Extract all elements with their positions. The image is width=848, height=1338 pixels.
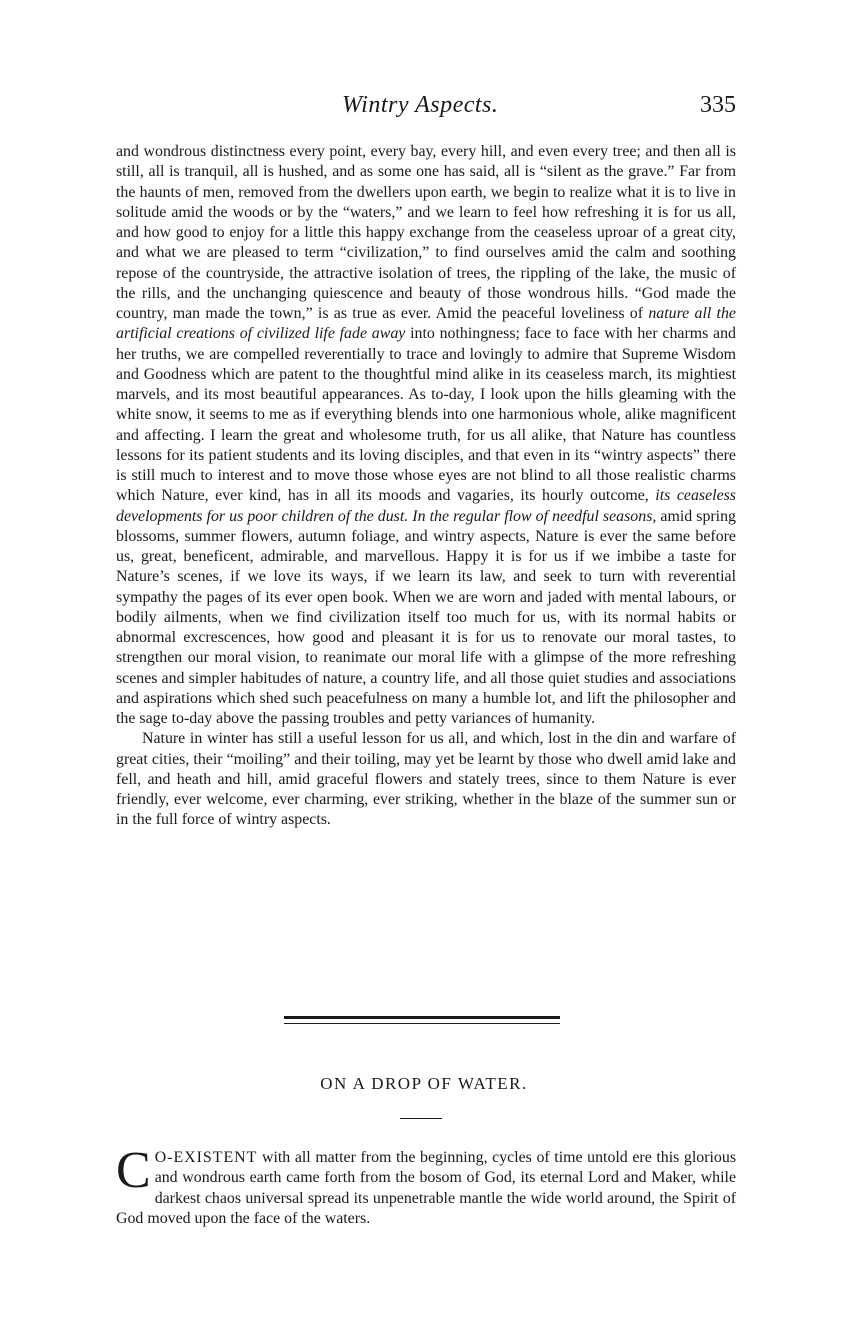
first-word: O-EXISTENT	[154, 1149, 258, 1166]
drop-cap: C	[116, 1142, 151, 1199]
section-divider	[284, 1016, 560, 1024]
title-underline	[400, 1118, 442, 1119]
italic-run: its ceaseless developments for us poor children of the dust. In the regular flow of needful seasons,	[116, 487, 736, 525]
text-run: with all matter from the beginning, cycles of time untold ere this glorious and wondrous earth came forth from the bosom of God, its eternal Lord and Maker, while darkest chaos universal spread its unpenetrable mantle the wide world around, the Spirit of God moved upon the face of the waters.	[116, 1149, 736, 1227]
text-run: amid spring blossoms, summer flowers, autumn foliage, and wintry aspects, Nature is ever the same before us, great, beneficent, admirable, and marvellous. Happy it is for us if we imbibe a taste for Nature’s scenes, if we love its ways, if we learn its law, and seek to turn with reverential sympathy the pages of its ever open book. When we are worn and jaded with mental labours, or bodily ailments, when we find civilization itself too much for us, with its normal habits or abnormal excrescences, how good and pleasant it is for us to renovate our moral tastes, to strengthen our moral vision, to reanimate our moral life with a glimpse of the more refreshing scenes and simpler habitudes of nature, a country life, and all those quiet studies and associations and aspirations which shed such peacefulness on many a humble lot, and lift the philosopher and the sage to-day above the passing troubles and petty variances of humanity.	[116, 507, 736, 727]
article-body	[116, 142, 736, 831]
divider-thin-rule	[284, 1023, 560, 1024]
opening-text	[116, 1142, 736, 1229]
opening-paragraph	[116, 1142, 736, 1229]
paragraph: Nature in winter has still a useful lesson for us all, and which, lost in the din and warfare of great cities, their “moiling” and their toiling, may yet be learnt by those who dwell amid lake and fell, and heath and hill, amid graceful flowers and stately trees, since to them Nature is ever friendly, ever welcome, ever charming, ever striking, whether in the blaze of the summer sun or in the full force of wintry aspects.	[116, 730, 736, 829]
running-title: Wintry Aspects.	[342, 92, 499, 118]
section-title: ON A DROP OF WATER.	[320, 1074, 528, 1093]
italic-run: nature all the artificial creations of civilized life fade away	[116, 305, 736, 343]
page-number: 335	[700, 92, 736, 118]
text-run: and wondrous distinctness every point, every bay, every hill, and even every tree; and then all is still, all is tranquil, all is hushed, and as some one has said, all is “silent as the grave.” Far from the haunts of men, removed from the dwellers upon earth, we begin to realize what it is to live in solitude amid the woods or by the “waters,” and we learn to feel how refreshing it is for us all, and how good to enjoy for a little this happy exchange from the ceaseless uproar of a great city, and what we are pleased to term “civilization,” to find ourselves amid the calm and soothing repose of the countryside, the attractive isolation of trees, the rippling of the lake, the music of the rills, and the unchanging quiescence and beauty of those wondrous hills. “God made the country, man made the town,” is as true as ever. Amid the peaceful loveliness of	[116, 143, 736, 322]
text-run: into nothingness; face to face with her charms and her truths, we are compelled reverentially to trace and lovingly to admire that Supreme Wisdom and Goodness which are patent to the thoughtful mind alike in its ceaseless march, its mightiest marvels, and its most beautiful appearances. As to-day, I look upon the hills gleaming with the white snow, it seems to me as if everything blends into one harmonious whole, alike magnificent and affecting. I learn the great and wholesome truth, for us all alike, that Nature has countless lessons for its patient students and its loving disciples, and that even in its “wintry aspects” there is still much to interest and to move those whose eyes are not blind to all those realistic charms which Nature, ever kind, has in all its moods and vagaries, its hourly outcome,	[116, 325, 736, 505]
divider-thick-rule	[284, 1016, 560, 1019]
page-header	[116, 92, 736, 132]
paragraph	[116, 142, 736, 729]
